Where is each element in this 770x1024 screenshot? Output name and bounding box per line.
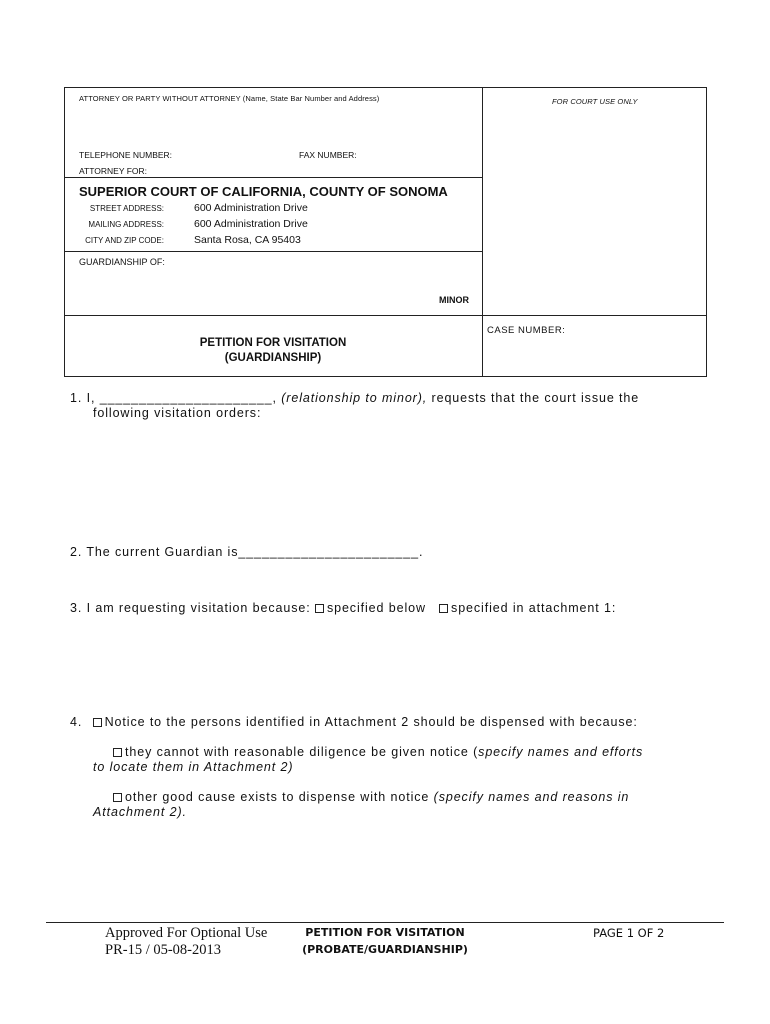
court-name: SUPERIOR COURT OF CALIFORNIA, COUNTY OF SONOMA: [79, 184, 448, 199]
item-2[interactable]: 2. The current Guardian is_______________________.: [70, 545, 424, 559]
checkbox-icon[interactable]: [93, 718, 102, 727]
item-4b: [113, 790, 713, 805]
telephone-label: TELEPHONE NUMBER:: [79, 150, 173, 160]
item-4a-italic: specify names and efforts: [478, 745, 644, 759]
item-3-prefix: 3. I am requesting visitation because:: [70, 601, 315, 615]
divider-court: [64, 177, 482, 178]
checkbox-icon[interactable]: [113, 793, 122, 802]
caption-box: [64, 87, 707, 377]
item-4b-text: other good cause exists to dispense with notice: [125, 790, 434, 804]
minor-label: MINOR: [439, 295, 469, 305]
street-address-label: STREET ADDRESS:: [89, 204, 164, 213]
item-1-comma: ,: [272, 391, 282, 405]
item-1-prefix: 1. I,: [70, 391, 100, 405]
footer-approved: Approved For Optional Use: [105, 925, 268, 941]
attorney-for-label: ATTORNEY FOR:: [79, 166, 148, 176]
footer-page-number: PAGE 1 OF 2: [593, 926, 665, 940]
street-address-value: 600 Administration Drive: [194, 202, 308, 214]
item-1-italic: (relationship to minor),: [281, 391, 428, 405]
guardianship-label: GUARDIANSHIP OF:: [79, 257, 165, 267]
footer-form-id: PR-15 / 05-08-2013: [105, 942, 221, 958]
item-4: [70, 715, 730, 730]
caption-vertical-divider: [482, 87, 483, 377]
checkbox-icon[interactable]: [315, 604, 324, 613]
attorney-label: ATTORNEY OR PARTY WITHOUT ATTORNEY (Name, State Bar Number and Address): [79, 94, 380, 103]
item-4b-line2: Attachment 2).: [93, 805, 187, 819]
footer-rule: [46, 922, 724, 923]
item-3-option-below: specified below: [326, 601, 426, 615]
item-4b-italic: (specify names and reasons in: [433, 790, 630, 804]
divider-guardianship: [64, 251, 482, 252]
item-4a: [113, 745, 713, 760]
item-4a-text: they cannot with reasonable diligence be given notice (: [125, 745, 479, 759]
fax-label: FAX NUMBER:: [299, 150, 357, 160]
item-3-option-attachment: specified in attachment 1:: [451, 601, 617, 615]
item-4-text: Notice to the persons identified in Attachment 2 should be dispensed with because:: [104, 715, 638, 729]
form-title: [64, 337, 482, 364]
form-title-line2: (GUARDIANSHIP): [224, 352, 322, 364]
case-number-label: CASE NUMBER:: [487, 325, 566, 336]
item-1-line2: following visitation orders:: [93, 406, 262, 420]
court-use-label: FOR COURT USE ONLY: [552, 97, 638, 106]
mailing-address-value: 600 Administration Drive: [194, 218, 308, 230]
checkbox-icon[interactable]: [113, 748, 122, 757]
item-1: [70, 391, 710, 406]
divider-title: [64, 315, 707, 316]
city-zip-label: CITY AND ZIP CODE:: [85, 236, 164, 245]
form-title-line1: PETITION FOR VISITATION: [199, 337, 347, 349]
footer-title-2: (PROBATE/GUARDIANSHIP): [302, 943, 468, 956]
item-1-rest: requests that the court issue the: [427, 391, 640, 405]
item-1-blank[interactable]: ______________________: [99, 391, 273, 405]
item-4a-line2: to locate them in Attachment 2): [93, 760, 294, 774]
item-3: [70, 601, 730, 616]
city-zip-value: Santa Rosa, CA 95403: [194, 234, 301, 246]
checkbox-icon[interactable]: [439, 604, 448, 613]
footer-title-1: PETITION FOR VISITATION: [305, 926, 465, 939]
mailing-address-label: MAILING ADDRESS:: [88, 220, 164, 229]
item-4-prefix: 4.: [70, 715, 87, 729]
